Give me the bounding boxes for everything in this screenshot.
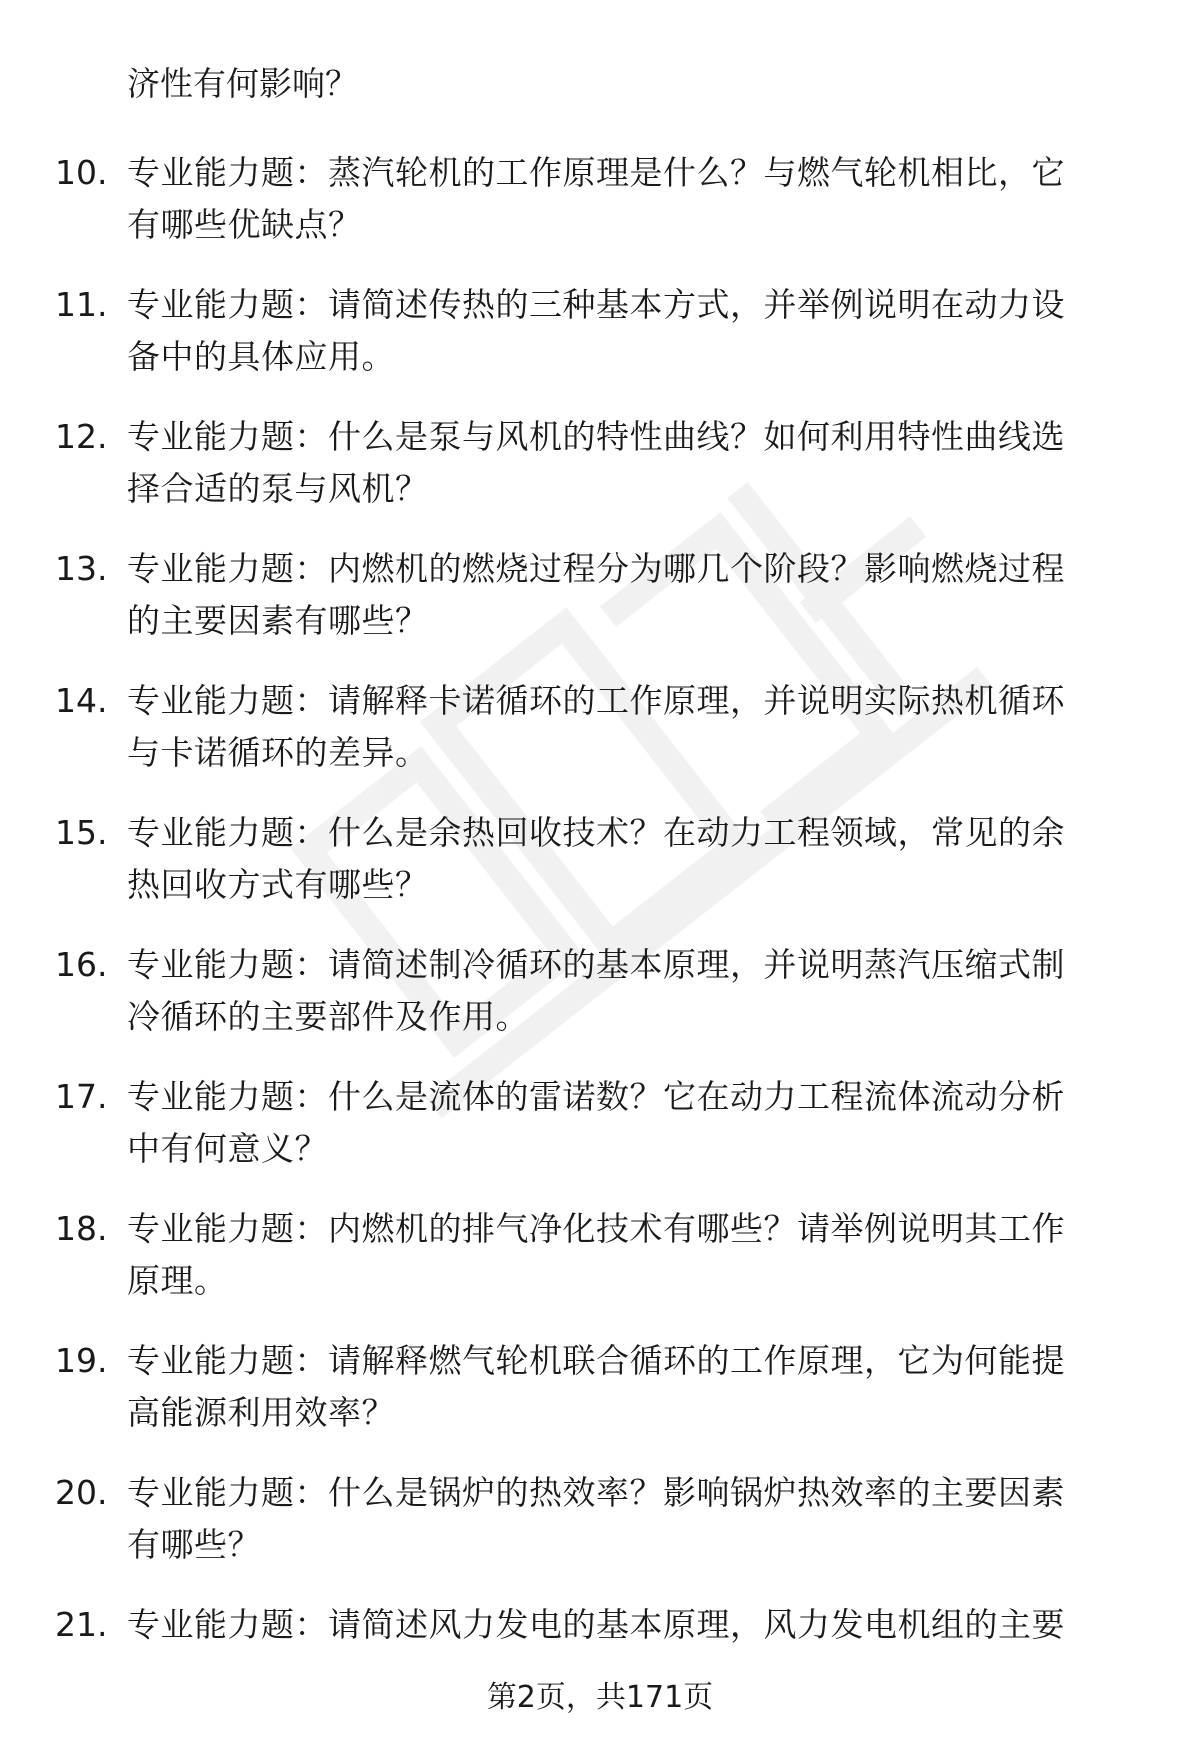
question-line: 专业能力题：内燃机的燃烧过程分为哪几个阶段？影响燃烧过程 (127, 549, 1065, 588)
page-number-footer: 第2页，共171页 (486, 1680, 714, 1715)
question-number: 20. (55, 1473, 108, 1512)
list-item (0, 1460, 1200, 1592)
list-item (0, 1196, 1200, 1328)
continuation-line: 济性有何影响？ (127, 64, 358, 103)
question-text (127, 675, 1137, 779)
question-line: 专业能力题：请解释卡诺循环的工作原理，并说明实际热机循环 (127, 681, 1065, 720)
question-number: 10. (55, 153, 108, 192)
question-line: 有哪些优缺点？ (127, 205, 362, 244)
question-line: 专业能力题：蒸汽轮机的工作原理是什么？与燃气轮机相比，它 (127, 153, 1065, 192)
list-item (0, 932, 1200, 1064)
question-text (127, 1599, 1137, 1651)
question-text (127, 147, 1137, 251)
question-number: 13. (55, 549, 108, 588)
list-item (0, 1064, 1200, 1196)
question-text (127, 1467, 1137, 1571)
question-number: 21. (55, 1605, 108, 1644)
question-text (127, 1335, 1137, 1439)
list-item (0, 140, 1200, 272)
question-line: 专业能力题：请解释燃气轮机联合循环的工作原理，它为何能提 (127, 1341, 1065, 1380)
question-text (127, 411, 1137, 515)
question-line: 高能源利用效率？ (127, 1393, 395, 1432)
question-text (127, 279, 1137, 383)
list-item (0, 272, 1200, 404)
question-number: 17. (55, 1077, 108, 1116)
list-item (0, 404, 1200, 536)
question-line: 中有何意义？ (127, 1129, 328, 1168)
question-number: 12. (55, 417, 108, 456)
list-item (0, 668, 1200, 800)
list-item (0, 536, 1200, 668)
question-text (127, 807, 1137, 911)
question-number: 18. (55, 1209, 108, 1248)
question-line: 专业能力题：请简述制冷循环的基本原理，并说明蒸汽压缩式制 (127, 945, 1065, 984)
question-line: 专业能力题：请简述传热的三种基本方式，并举例说明在动力设 (127, 285, 1065, 324)
question-line: 热回收方式有哪些？ (127, 865, 429, 904)
question-line: 的主要因素有哪些？ (127, 601, 429, 640)
question-line: 备中的具体应用。 (127, 337, 395, 376)
question-list (0, 140, 1200, 1724)
list-item (0, 800, 1200, 932)
question-line: 原理。 (127, 1261, 228, 1300)
question-line: 专业能力题：内燃机的排气净化技术有哪些？请举例说明其工作 (127, 1209, 1065, 1248)
list-item (0, 1328, 1200, 1460)
question-line: 有哪些？ (127, 1525, 261, 1564)
question-line: 专业能力题：什么是余热回收技术？在动力工程领域，常见的余 (127, 813, 1065, 852)
question-number: 11. (55, 285, 108, 324)
question-line: 与卡诺循环的差异。 (127, 733, 429, 772)
question-text (127, 939, 1137, 1043)
question-line: 冷循环的主要部件及作用。 (127, 997, 529, 1036)
question-number: 14. (55, 681, 108, 720)
question-number: 19. (55, 1341, 108, 1380)
question-line: 择合适的泵与风机？ (127, 469, 429, 508)
question-number: 15. (55, 813, 108, 852)
question-line: 专业能力题：什么是流体的雷诺数？它在动力工程流体流动分析 (127, 1077, 1065, 1116)
question-line: 专业能力题：什么是锅炉的热效率？影响锅炉热效率的主要因素 (127, 1473, 1065, 1512)
question-text (127, 543, 1137, 647)
question-line: 专业能力题：请简述风力发电的基本原理，风力发电机组的主要 (127, 1605, 1065, 1644)
question-number: 16. (55, 945, 108, 984)
question-text (127, 1203, 1137, 1307)
question-text (127, 1071, 1137, 1175)
question-line: 专业能力题：什么是泵与风机的特性曲线？如何利用特性曲线选 (127, 417, 1065, 456)
